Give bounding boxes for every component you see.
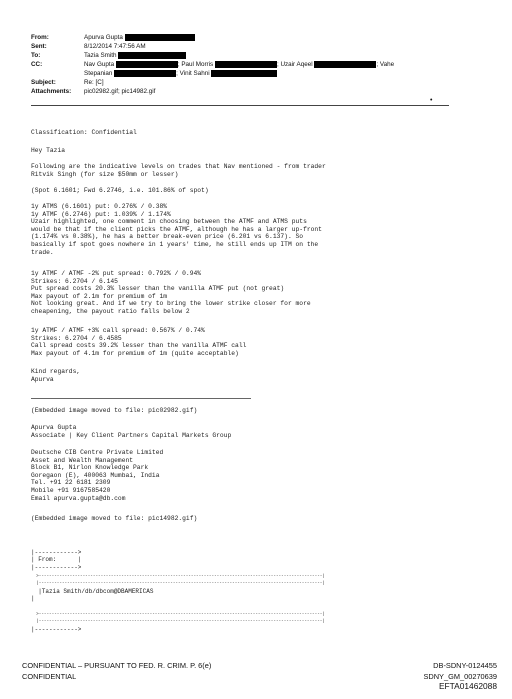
redaction <box>211 70 277 77</box>
quoted-separator-1: >--------------------------------------------------------------------------------------------------------------| |--------------------------------------------------------------------------------------------------------------| <box>36 574 325 587</box>
redaction <box>114 70 176 77</box>
call-spread-paragraph: 1y ATMF / ATMF +3% call spread: 0.567% / 0.74% Strikes: 6.2704 / 6.4585 Call spread costs 39.2% lesser than the vanilla ATMF call Max payout of 4.1m for premium of 1m (quite acceptable) <box>31 327 247 357</box>
caret-mark: • <box>430 97 433 104</box>
classification-text: Classification: Confidential <box>31 129 137 136</box>
attachments-value: pic02982.gif; pic14982.gif <box>84 88 156 95</box>
address-block: Deutsche CIB Centre Private Limited Asset and Wealth Management Block B1, Nirlon Knowledge Park Goregaon (E), 400063 Mumbai, India Tel. +91 22 6181 2309 Mobile +91 9167585420 Email apurva.gupta@db.com <box>31 449 164 502</box>
signature-divider <box>31 398 251 399</box>
sent-value: 8/12/2014 7:47:56 AM <box>84 43 146 50</box>
quoted-recipient: |Tazia Smith/db/dbcom@DBAMERICAS | <box>31 588 154 603</box>
cc-value-line1: Nav Gupta ; Paul Morris ; Uzair Aqeel ; Vahe <box>84 61 395 69</box>
put-spread-paragraph: 1y ATMF / ATMF -2% put spread: 0.792% / 0.94% Strikes: 6.2704 / 6.145 Put spread costs 20.3% lesser than the vanilla ATMF put (not great) Max payout of 2.1m for premium of 1m Not looking great. And if we try to bring the lower strike closer for more cheapening, the payout ratio falls below 2 <box>31 270 311 315</box>
intro-paragraph: Following are the indicative levels on trades that Nav mentioned - from trader Ritvik Singh (for size $50mm or lesser) <box>31 163 326 178</box>
bates-number-1: DB-SDNY-0124455 <box>433 661 497 670</box>
confidential-notice: CONFIDENTIAL – PURSUANT TO FED. R. CRIM. P. 6(e) <box>22 661 212 670</box>
redaction <box>116 61 178 68</box>
signoff-paragraph: Kind regards, Apurva <box>31 368 81 383</box>
to-value: Tazia Smith <box>84 52 186 60</box>
quoted-end-box: |------------> <box>31 626 82 633</box>
redaction <box>118 52 186 59</box>
quoted-from-box: |------------> | From: | |------------> <box>31 549 82 571</box>
sent-label: Sent: <box>31 43 47 50</box>
atm-paragraph: 1y ATMS (6.1601) put: 0.276% / 0.38% 1y ATMF (6.2746) put: 1.039% / 1.174% Uzair highlighted, one comment in choosing between the ATMF and ATMS puts would be that if the client picks the ATMF, although he has a larger up-front (1.174% vs 0.38%), he has a better break-even price (6.201 vs 6.137). So basically if spot goes nowhere in 1 years' time, he still ends up ITM on the trade. <box>31 203 322 256</box>
redaction <box>215 61 277 68</box>
quoted-separator-2: >--------------------------------------------------------------------------------------------------------------| |--------------------------------------------------------------------------------------------------------------| <box>36 612 325 625</box>
redaction <box>314 61 376 68</box>
cc-value-line2: Stepanian ; Vinit Sahni <box>84 70 277 78</box>
subject-value: Re: [C] <box>84 79 104 86</box>
efta-number: EFTA01462088 <box>438 681 497 691</box>
to-label: To: <box>31 52 41 59</box>
cc-label: CC: <box>31 61 43 68</box>
redaction <box>125 34 195 41</box>
signature-block: Apurva Gupta Associate | Key Client Partners Capital Markets Group <box>31 424 232 439</box>
from-label: From: <box>31 34 49 41</box>
embedded-image-note-2: (Embedded image moved to file: pic14982.gif) <box>31 515 198 522</box>
from-value: Apurva Gupta <box>84 34 195 42</box>
embedded-image-note-1: (Embedded image moved to file: pic02982.gif) <box>31 407 198 414</box>
header-divider <box>31 105 449 106</box>
confidential-label: CONFIDENTIAL <box>22 672 77 681</box>
spot-paragraph: (Spot 6.1601; Fwd 6.2746, i.e. 101.86% of spot) <box>31 187 209 194</box>
greeting-text: Hey Tazia <box>31 147 66 154</box>
attachments-label: Attachments: <box>31 88 72 95</box>
subject-label: Subject: <box>31 79 56 86</box>
bates-number-2: SDNY_GM_00270639 <box>423 672 497 681</box>
